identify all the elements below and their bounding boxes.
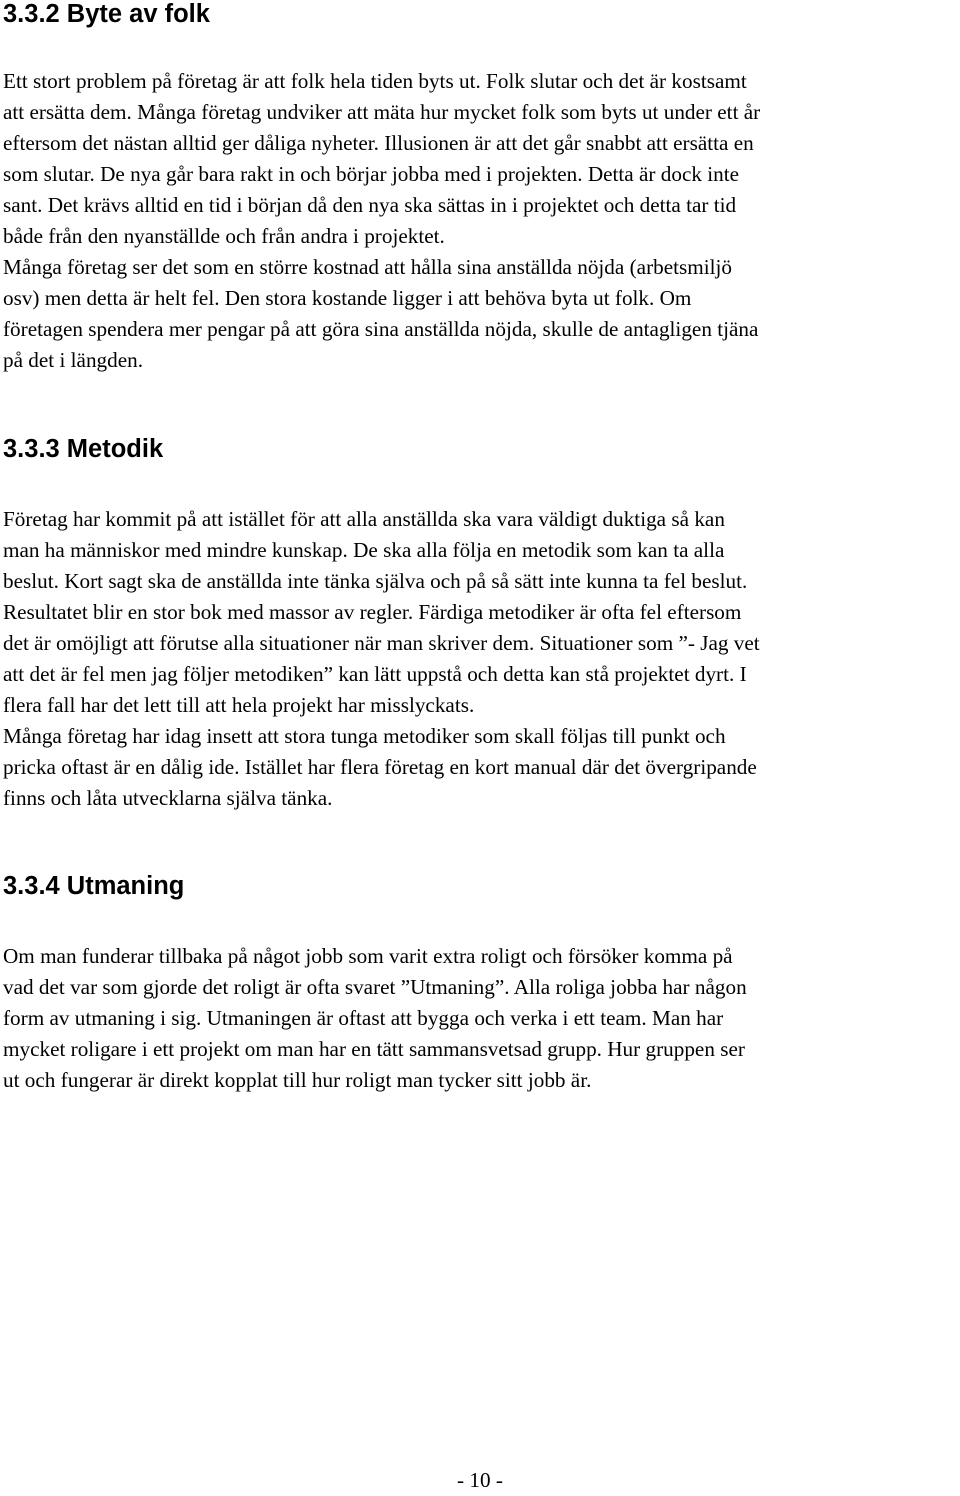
paragraph-line: Resultatet blir en stor bok med massor av regler. Färdiga metodiker är ofta fel eftersom: [3, 600, 742, 624]
paragraph-line: att det är fel men jag följer metodiken” kan lätt uppstå och detta kan stå projektet dyrt. I: [3, 662, 747, 686]
section-heading-byte-av-folk: 3.3.2 Byte av folk: [3, 0, 210, 28]
section-heading-metodik: 3.3.3 Metodik: [3, 435, 164, 463]
paragraph-line: vad det var som gjorde det roligt är ofta svaret ”Utmaning”. Alla roliga jobba har någon: [3, 975, 747, 999]
paragraph-line: sant. Det krävs alltid en tid i början då den nya ska sättas in i projektet och detta tar tid: [3, 193, 737, 217]
paragraph-line: mycket roligare i ett projekt om man har en tätt sammansvetsad grupp. Hur gruppen ser: [3, 1037, 745, 1061]
paragraph-line: på det i längden.: [3, 348, 144, 372]
paragraph-line: eftersom det nästan alltid ger dåliga nyheter. Illusionen är att det går snabbt att ersätta en: [3, 131, 754, 155]
paragraph-line: flera fall har det lett till att hela projekt har misslyckats.: [3, 693, 475, 717]
section-body-utmaning: [3, 941, 960, 1096]
paragraph-line: Många företag ser det som en större kostnad att hålla sina anställda nöjda (arbetsmiljö: [3, 255, 732, 279]
paragraph-line: som slutar. De nya går bara rakt in och börjar jobba med i projekten. Detta är dock inte: [3, 162, 740, 186]
section-body-byte-av-folk: [3, 66, 960, 376]
paragraph-line: företagen spendera mer pengar på att göra sina anställda nöjda, skulle de antagligen tjäna: [3, 317, 759, 341]
paragraph-line: Om man funderar tillbaka på något jobb som varit extra roligt och försöker komma på: [3, 944, 733, 968]
section-body-metodik: [3, 504, 960, 814]
page-number: - 10 -: [457, 1468, 503, 1492]
paragraph-line: Företag har kommit på att istället för att alla anställda ska vara väldigt duktiga så kan: [3, 507, 725, 531]
paragraph-line: ut och fungerar är direkt kopplat till hur roligt man tycker sitt jobb är.: [3, 1068, 592, 1092]
paragraph-line: pricka oftast är en dålig ide. Istället har flera företag en kort manual där det övergripande: [3, 755, 757, 779]
paragraph-line: man ha människor med mindre kunskap. De ska alla följa en metodik som kan ta alla: [3, 538, 725, 562]
paragraph-line: att ersätta dem. Många företag undviker att mäta hur mycket folk som byts ut under ett år: [3, 100, 761, 124]
section-heading-utmaning: 3.3.4 Utmaning: [3, 872, 185, 900]
paragraph-line: beslut. Kort sagt ska de anställda inte tänka själva och på så sätt inte kunna ta fel beslut.: [3, 569, 748, 593]
paragraph-line: Många företag har idag insett att stora tunga metodiker som skall följas till punkt och: [3, 724, 726, 748]
paragraph-line: Ett stort problem på företag är att folk hela tiden byts ut. Folk slutar och det är kostsamt: [3, 69, 747, 93]
paragraph-line: form av utmaning i sig. Utmaningen är oftast att bygga och verka i ett team. Man har: [3, 1006, 724, 1030]
paragraph-line: både från den nyanställde och från andra i projektet.: [3, 224, 445, 248]
paragraph-line: osv) men detta är helt fel. Den stora kostande ligger i att behöva byta ut folk. Om: [3, 286, 692, 310]
paragraph-line: det är omöjligt att förutse alla situationer när man skriver dem. Situationer som ”- Jag vet: [3, 631, 760, 655]
paragraph-line: finns och låta utvecklarna själva tänka.: [3, 786, 333, 810]
